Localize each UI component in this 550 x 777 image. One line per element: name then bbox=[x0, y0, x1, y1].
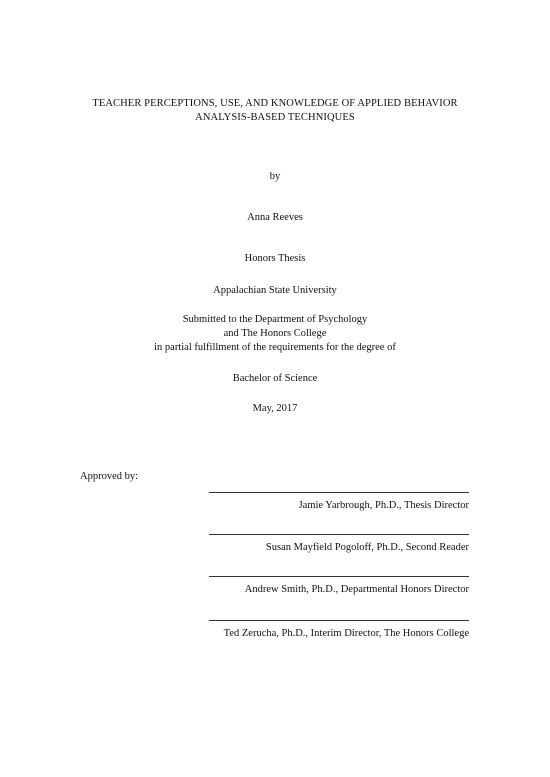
university-name: Appalachian State University bbox=[213, 285, 337, 296]
signature-label: Susan Mayfield Pogoloff, Ph.D., Second Reader bbox=[265, 542, 469, 553]
signature-label: Ted Zerucha, Ph.D., Interim Director, The Honors College bbox=[223, 628, 469, 639]
submission-line-1: Submitted to the Department of Psychology bbox=[182, 314, 368, 325]
degree-name: Bachelor of Science bbox=[232, 373, 318, 384]
author-name: Anna Reeves bbox=[247, 212, 303, 223]
signature-label: Jamie Yarbrough, Ph.D., Thesis Director bbox=[298, 500, 469, 511]
signature-line bbox=[209, 534, 469, 535]
signature-line bbox=[209, 576, 469, 577]
submission-date: May, 2017 bbox=[252, 403, 298, 414]
document-type: Honors Thesis bbox=[244, 253, 306, 264]
title-line-1: TEACHER PERCEPTIONS, USE, AND KNOWLEDGE OF APPLIED BEHAVIOR bbox=[92, 98, 458, 109]
signature-line bbox=[209, 620, 469, 621]
title-line-2: ANALYSIS-BASED TECHNIQUES bbox=[195, 112, 355, 123]
signature-line bbox=[209, 492, 469, 493]
submission-line-2: and The Honors College bbox=[223, 328, 327, 339]
signature-label: Andrew Smith, Ph.D., Departmental Honors Director bbox=[244, 584, 469, 595]
submission-line-3: in partial fulfillment of the requirements for the degree of bbox=[154, 342, 396, 353]
by-label: by bbox=[269, 171, 281, 182]
approved-by-label: Approved by: bbox=[80, 471, 139, 482]
